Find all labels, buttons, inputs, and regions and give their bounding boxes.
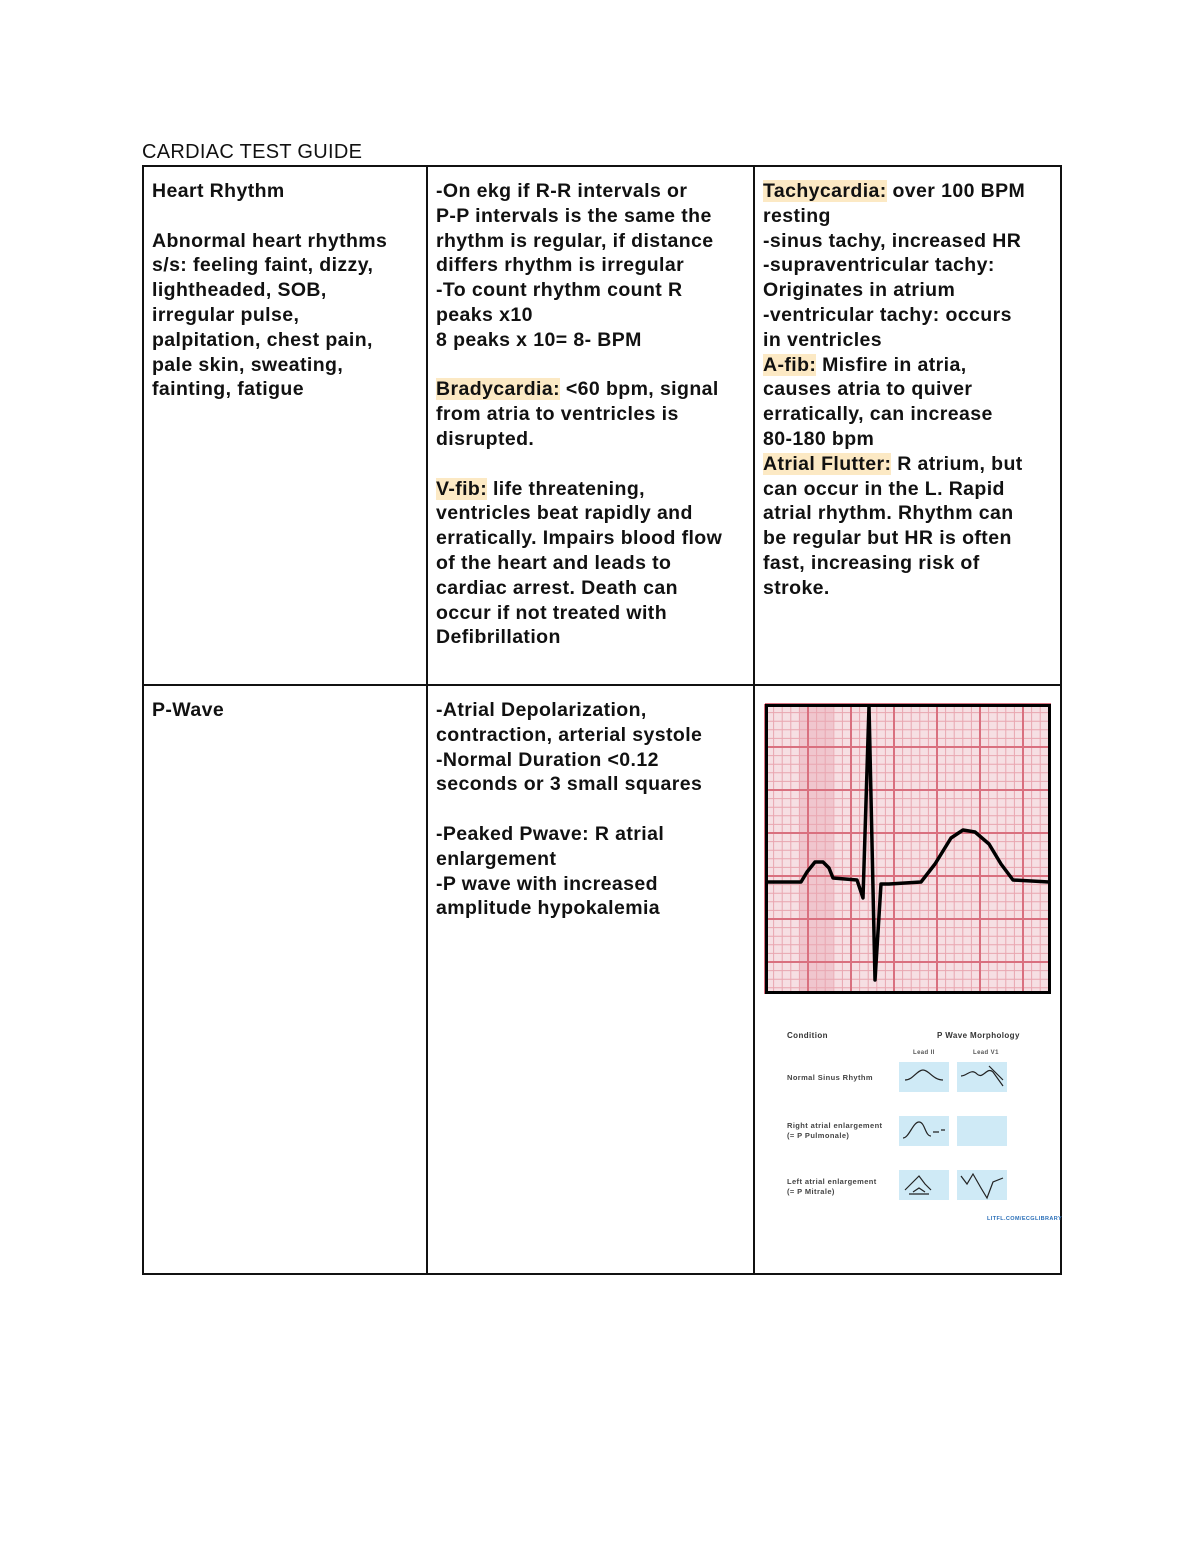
text-line: -Normal Duration <0.12 (436, 748, 659, 771)
text-line: resting (763, 204, 831, 227)
text-line: erratically. Impairs blood flow (436, 527, 723, 550)
cardiac-guide-table (142, 165, 1062, 1275)
text-line: -Peaked Pwave: R atrial (436, 822, 665, 845)
text-line: -Atrial Depolarization, (436, 699, 647, 721)
text-line: peaks x10 (436, 303, 533, 326)
morph-row-label: (= P Mitrale) (787, 1187, 835, 1196)
text-line: -supraventricular tachy: (763, 254, 995, 277)
text-line: from atria to ventricles is (436, 403, 679, 426)
text-line: disrupted. (436, 427, 535, 450)
text-line: fainting, fatigue (152, 378, 304, 401)
ekg-waveform-image (765, 704, 1051, 994)
text-line: P-P intervals is the same the (436, 204, 712, 227)
atrial-flutter-definition (763, 452, 1052, 477)
text-line: causes atria to quiver (763, 378, 973, 401)
text-line: -P wave with increased (436, 872, 658, 895)
bradycardia-term: Bradycardia: (436, 378, 561, 401)
text-line: enlargement (436, 847, 557, 870)
cell-heart-rhythm-types (754, 166, 1061, 685)
cell-p-wave-topic (143, 685, 427, 1274)
text-span: life threatening, (487, 477, 645, 500)
text-span: <60 bpm, signal (560, 378, 719, 401)
topic-heading: Heart Rhythm (152, 180, 285, 202)
table-row-heart-rhythm (143, 166, 1061, 685)
text-line: seconds or 3 small squares (436, 773, 703, 796)
text-line: atrial rhythm. Rhythm can (763, 502, 1014, 525)
text-span: Misfire in atria, (816, 353, 967, 376)
text-line: s/s: feeling faint, dizzy, (152, 254, 374, 277)
text-line: 80-180 bpm (763, 427, 875, 450)
text-line: Defibrillation (436, 626, 561, 649)
text-line: ventricles beat rapidly and (436, 502, 693, 525)
text-line: differs rhythm is irregular (436, 254, 685, 277)
text-line: fast, increasing risk of (763, 551, 980, 574)
text-line: can occur in the L. Rapid (763, 477, 1005, 500)
morph-row-label: Right atrial enlargement (787, 1121, 883, 1130)
text-line: cardiac arrest. Death can (436, 576, 678, 599)
text-line: stroke. (763, 576, 830, 599)
cell-heart-rhythm-notes (427, 166, 754, 685)
text-line: -On ekg if R-R intervals or (436, 180, 688, 202)
text-line: contraction, arterial systole (436, 723, 703, 746)
vfib-term: V-fib: (436, 477, 488, 500)
text-span: R atrium, but (891, 452, 1023, 475)
afib-term: A-fib: (763, 353, 817, 376)
vfib-definition (436, 477, 745, 502)
condition-header: Condition (787, 1031, 828, 1040)
text-span: over 100 BPM (886, 180, 1026, 202)
p-wave-morphology-table (781, 1028, 1063, 1228)
text-line: occur if not treated with (436, 601, 668, 624)
text-line: of the heart and leads to (436, 551, 672, 574)
text-line: -sinus tachy, increased HR (763, 229, 1022, 252)
lead-v1-label: Lead V1 (973, 1050, 999, 1056)
image-credit: LITFL.COM/ECGLIBRARY (987, 1216, 1063, 1222)
lead-ii-label: Lead II (913, 1050, 935, 1056)
morph-row-label: Left atrial enlargement (787, 1177, 877, 1186)
text-line: -ventricular tachy: occurs (763, 303, 1012, 326)
bradycardia-definition (436, 377, 745, 402)
text-line: amplitude hypokalemia (436, 897, 661, 920)
text-line: rhythm is regular, if distance (436, 229, 714, 252)
text-line: Originates in atrium (763, 279, 956, 302)
tachycardia-term: Tachycardia: (763, 180, 887, 202)
text-line: be regular but HR is often (763, 527, 1012, 550)
text-line: erratically, can increase (763, 403, 993, 426)
morph-row-label: Normal Sinus Rhythm (787, 1073, 873, 1082)
atrial-flutter-term: Atrial Flutter: (763, 452, 892, 475)
morph-row-label: (= P Pulmonale) (787, 1131, 850, 1140)
text-line: -To count rhythm count R (436, 279, 683, 302)
text-line: irregular pulse, (152, 303, 300, 326)
text-line: in ventricles (763, 328, 883, 351)
text-line: lightheaded, SOB, (152, 279, 327, 302)
afib-definition (763, 353, 1052, 378)
cell-p-wave-notes (427, 685, 754, 1274)
document-title: CARDIAC TEST GUIDE (142, 141, 363, 163)
morphology-header: P Wave Morphology (937, 1031, 1020, 1040)
text-line: palpitation, chest pain, (152, 328, 373, 351)
text-line: 8 peaks x 10= 8- BPM (436, 328, 642, 351)
cell-heart-rhythm-topic (143, 166, 427, 685)
topic-heading: P-Wave (152, 699, 225, 721)
text-line: Abnormal heart rhythms (152, 229, 388, 252)
text-line: pale skin, sweating, (152, 353, 344, 376)
cell-p-wave-images (754, 685, 1061, 1274)
tachycardia-definition (763, 179, 1052, 204)
table-row-p-wave (143, 685, 1061, 1274)
